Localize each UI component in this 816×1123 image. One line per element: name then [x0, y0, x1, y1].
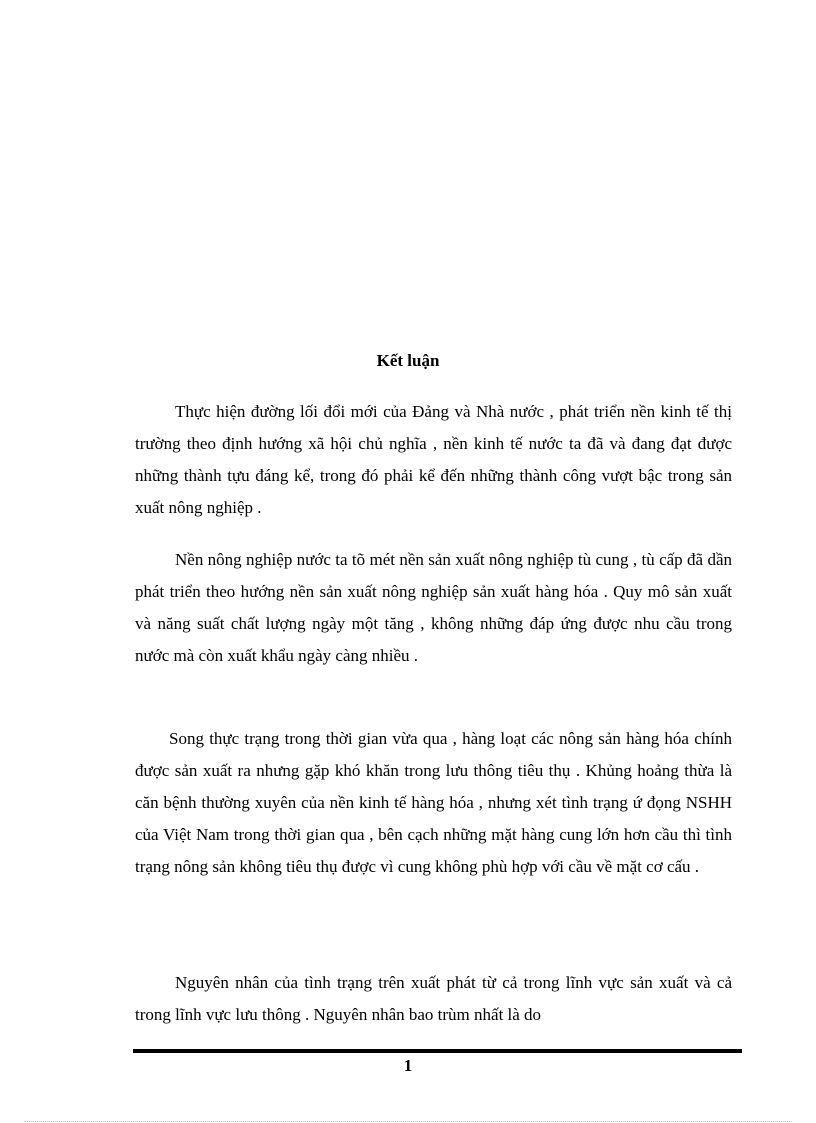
- paragraph-4: Nguyên nhân của tình trạng trên xuất phát từ cả trong lĩnh vực sản xuất và cả trong lĩnh vực lưu thông . Nguyên nhân bao trùm nhất là do: [135, 973, 732, 1024]
- footer-divider: [133, 1049, 742, 1053]
- paragraph-1: Thực hiện đường lối đổi mới của Đảng và Nhà nước , phát triển nền kinh tế thị trường theo định hướng xã hội chủ nghĩa , nền kinh tế nước ta đã và đang đạt được những thành tựu đáng kể, trong đó phải kể đến những thành công vượt bậc trong sản xuất nông nghiệp .: [135, 402, 732, 517]
- paragraph-2: Nền nông nghiệp nước ta tõ mét nền sản xuất nông nghiệp tù cung , tù cấp đã dần phát triển theo hướng nền sản xuất nông nghiệp sản xuất hàng hóa . Quy mô sản xuất và năng suất chất lượng ngày một tăng , không những đáp ứng được nhu cầu trong nước mà còn xuất khẩu ngày càng nhiều .: [135, 550, 732, 665]
- page-boundary-line: [24, 1121, 792, 1122]
- page-number: 1: [403, 1056, 413, 1075]
- document-title: Kết luận: [376, 351, 440, 370]
- paragraph-3: Song thực trạng trong thời gian vừa qua , hàng loạt các nông sản hàng hóa chính được sản xuất ra nhưng gặp khó khăn trong lưu thông tiêu thụ . Khủng hoảng thừa là căn bệnh thường xuyên của nền kinh tế hàng hóa , nhưng xét tình trạng ứ đọng NSHH của Việt Nam trong thời gian qua , bên cạch những mặt hàng cung lớn hơn cầu thì tình trạng nông sản không tiêu thụ được vì cung không phù hợp với cầu về mặt cơ cấu .: [135, 729, 732, 876]
